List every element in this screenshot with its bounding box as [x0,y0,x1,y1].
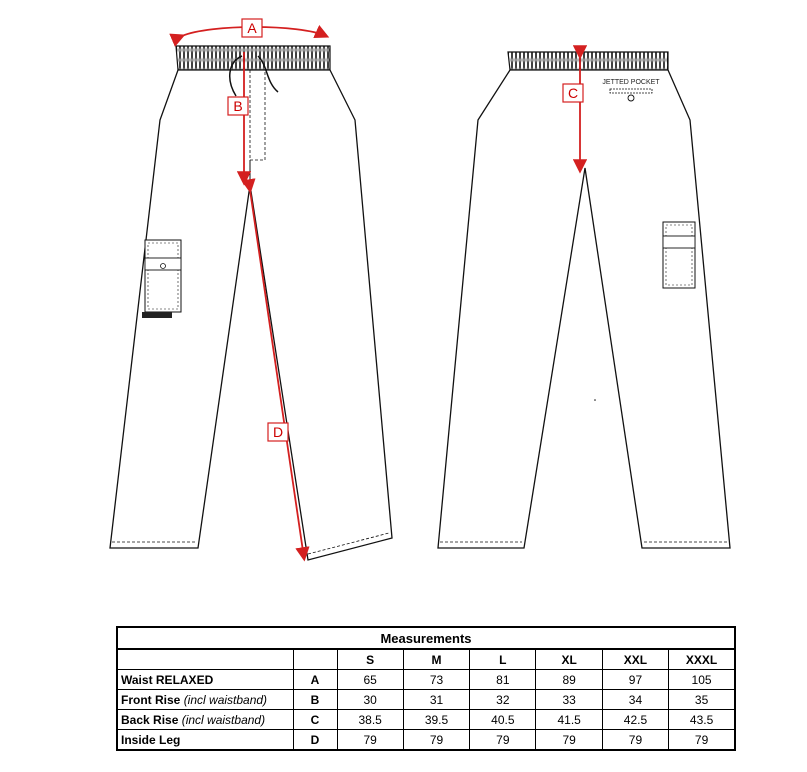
cell: 32 [470,690,536,710]
header-blank [117,649,293,670]
cell: 41.5 [536,710,602,730]
cell: 42.5 [602,710,668,730]
cell: 39.5 [403,710,469,730]
cell: 73 [403,670,469,690]
row-name: Back Rise (incl waistband) [117,710,293,730]
row-code: B [293,690,337,710]
table-row [117,690,735,710]
front-cargo-pocket [142,240,181,318]
label-c: C [567,85,579,101]
label-b-box [228,97,248,115]
label-d-box [268,423,288,441]
row-name: Inside Leg [117,730,293,751]
table-title: Measurements [117,627,735,649]
cell: 65 [337,670,403,690]
back-pants-outline [438,70,730,548]
size-header: XXL [602,649,668,670]
row-name: Front Rise (incl waistband) [117,690,293,710]
measurements-table [116,626,736,751]
cell: 79 [669,730,735,751]
cell: 79 [337,730,403,751]
size-header: L [470,649,536,670]
front-view [110,19,392,560]
size-header: M [403,649,469,670]
label-a: A [247,20,257,36]
back-view [438,52,730,548]
cell: 79 [602,730,668,751]
cell: 34 [602,690,668,710]
table-row [117,730,735,751]
cell: 89 [536,670,602,690]
front-waistband [176,46,330,70]
cell: 35 [669,690,735,710]
cell: 79 [470,730,536,751]
row-code: C [293,710,337,730]
label-d: D [272,424,284,440]
cell: 31 [403,690,469,710]
cell: 81 [470,670,536,690]
jetted-pocket-label: JETTED POCKET [602,79,660,86]
size-header: XL [536,649,602,670]
cell: 97 [602,670,668,690]
size-header-row [117,649,735,670]
cell: 30 [337,690,403,710]
row-code: D [293,730,337,751]
row-name: Waist RELAXED [117,670,293,690]
cell: 33 [536,690,602,710]
table-row [117,710,735,730]
cell: 79 [403,730,469,751]
size-header: XXXL [669,649,735,670]
cell: 79 [536,730,602,751]
cell: 43.5 [669,710,735,730]
back-waistband [508,52,668,70]
table-title-row [117,627,735,649]
table-row [117,670,735,690]
cell: 38.5 [337,710,403,730]
header-code-blank [293,649,337,670]
label-c-box [563,84,583,102]
size-header: S [337,649,403,670]
label-a-box [242,19,262,37]
cell: 105 [669,670,735,690]
label-b: B [233,98,243,114]
back-cargo-pocket [663,222,695,288]
cell: 40.5 [470,710,536,730]
row-code: A [293,670,337,690]
